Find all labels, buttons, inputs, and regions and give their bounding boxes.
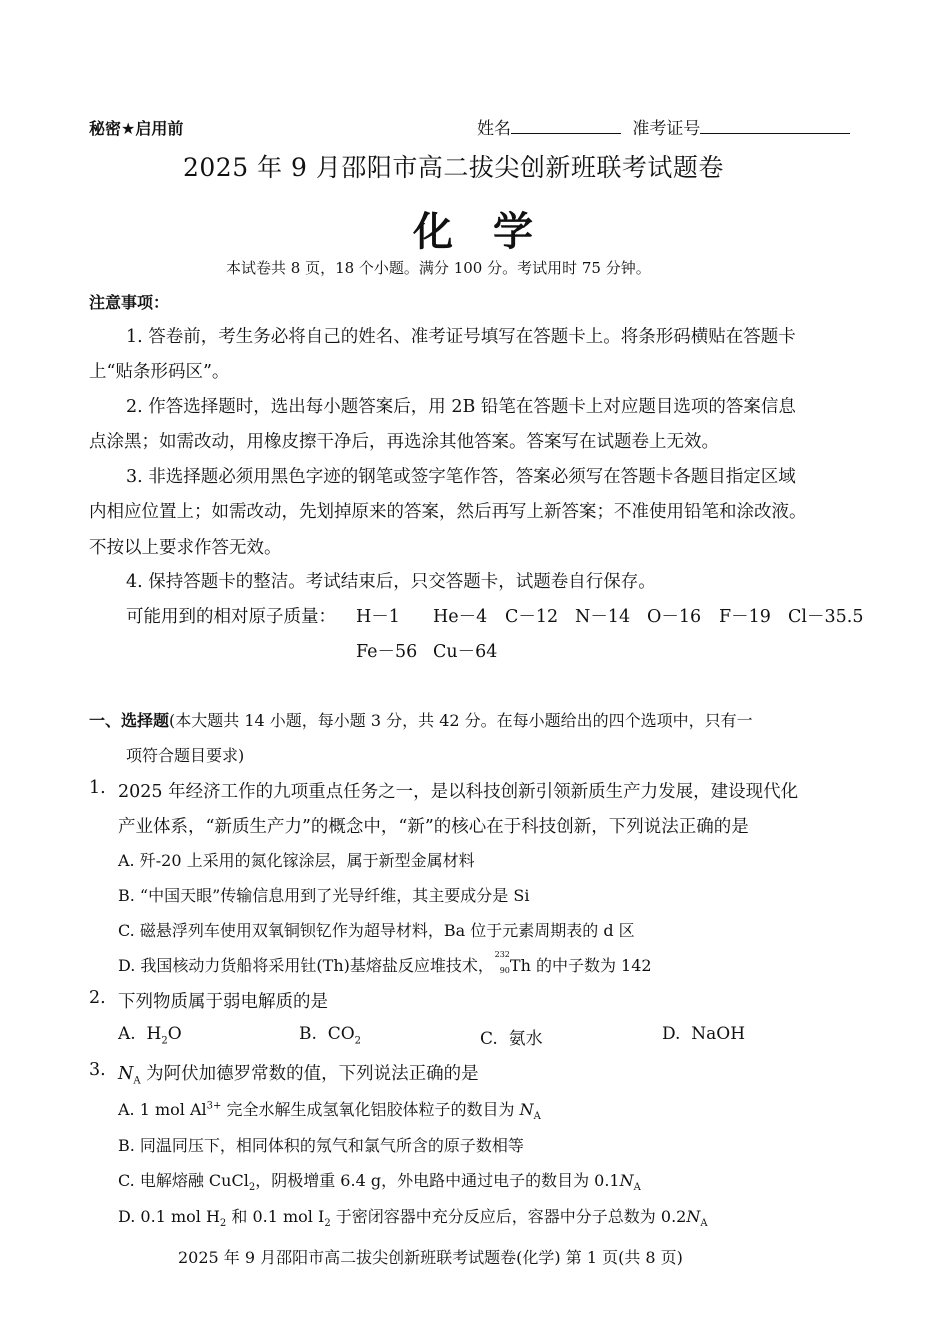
section1-desc1: (本大题共 14 小题，每小题 3 分，共 42 分。在每小题给出的四个选项中，只有一 [169,711,753,730]
q1-stem-line1: 2025 年经济工作的九项重点任务之一，是以科技创新引领新质生产力发展，建设现代化 [118,782,799,802]
q3-option-d[interactable] [118,1204,708,1230]
atomic-He: He－4 [433,607,488,627]
section1-desc2: 项符合题目要求) [126,746,245,765]
atomic-Cu: Cu－64 [433,642,498,662]
q3-a-sup: 3+ [206,1100,222,1112]
atomic-Cl: Cl－35.5 [788,607,864,627]
exam-title: 2025 年 9 月邵阳市高二拔尖创新班联考试题卷 [183,153,724,182]
q2-a-sub: 2 [161,1035,168,1047]
q3-a-pre: A. 1 mol Al [118,1100,207,1119]
q2-option-d[interactable] [662,1024,745,1044]
q3-d-na-sub: A [700,1218,708,1230]
name-label: 姓名 [477,119,511,139]
q3-d-sub1: 2 [219,1218,227,1230]
q3-c-na-sub: A [633,1182,641,1194]
atomic-C: C－12 [505,607,559,627]
atomic-N: N－14 [575,607,631,627]
q2-a-label: A. [118,1024,136,1044]
atomic-F: F－19 [719,607,771,627]
q1-option-d-post: Th 的中子数为 142 [509,956,652,975]
atomic-H: H－1 [356,607,400,627]
notice-1-line2: 上“贴条形码区”。 [89,362,230,382]
isotope-notation [494,950,510,975]
q3-option-c[interactable] [118,1168,641,1194]
q3-d-mid: 和 0.1 mol I [226,1207,325,1226]
notice-1-line1: 1. 答卷前，考生务必将自己的姓名、准考证号填写在答题卡上。将条形码横贴在答题卡 [126,327,796,347]
id-blank[interactable] [700,117,850,134]
q2-d-label: D. [662,1024,681,1044]
secret-label: 秘密★启用前 [89,119,184,138]
q2-number: 2. [89,988,106,1008]
notice-2-line2: 点涂黑；如需改动，用橡皮擦干净后，再选涂其他答案。答案写在试题卷上无效。 [89,432,719,452]
page-footer: 2025 年 9 月邵阳市高二拔尖创新班联考试题卷(化学) 第 1 页(共 8 页) [178,1248,683,1267]
q1-option-b[interactable]: B. “中国天眼”传输信息用到了光导纤维，其主要成分是 Si [118,886,530,905]
q3-number: 3. [89,1060,106,1080]
q3-d-sub2: 2 [324,1218,331,1230]
mass-number: 232 [494,950,510,959]
q1-number: 1. [89,778,106,798]
notice-4-line1: 4. 保持答题卡的整洁。考试结束后，只交答题卡，试题卷自行保存。 [126,572,656,592]
section1-heading-line [89,708,753,731]
q2-b-label: B. [299,1024,317,1044]
q1-option-d[interactable] [118,950,652,976]
notice-2-line1: 2. 作答选择题时，选出每小题答案后，用 2B 铅笔在答题卡上对应题目选项的答案信息 [126,397,796,417]
q3-stem-text: 为阿伏加德罗常数的值，下列说法正确的是 [140,1064,479,1084]
q3-c-sub: 2 [248,1182,256,1194]
q2-option-a[interactable] [118,1024,182,1047]
q2-a-text: H [146,1024,162,1044]
notice-3-line3: 不按以上要求作答无效。 [89,538,282,558]
q2-b-sub: 2 [354,1035,362,1047]
id-label: 准考证号 [632,119,701,139]
q3-a-na: N [519,1100,534,1119]
subject-title: 化学 [413,209,573,255]
q1-option-a[interactable]: A. 歼-20 上采用的氮化镓涂层，属于新型金属材料 [118,851,475,870]
name-field[interactable] [477,114,850,139]
q3-option-b[interactable]: B. 同温同压下，相同体积的氖气和氯气所含的原子数相等 [118,1136,524,1155]
q2-c-text: 氨水 [508,1029,543,1049]
atomic-number: 90 [499,966,510,975]
q2-option-c[interactable] [480,1024,543,1049]
name-blank[interactable] [511,117,621,134]
section1-heading: 一、选择题 [89,711,170,730]
q3-na-symbol: N [118,1064,134,1084]
q2-b-text: CO [327,1024,355,1044]
q3-c-na: N [619,1171,634,1190]
q3-c-pre: C. 电解熔融 CuCl [118,1171,249,1190]
q2-a-end: O [167,1024,182,1044]
atomic-Fe: Fe－56 [356,642,418,662]
notice-3-line2: 内相应位置上；如需改动，先划掉原来的答案，然后再写上新答案；不准使用铅笔和涂改液。 [89,502,807,522]
q2-option-b[interactable] [299,1024,362,1047]
exam-info: 本试卷共 8 页，18 个小题。满分 100 分。考试用时 75 分钟。 [226,259,651,277]
q1-option-c[interactable]: C. 磁悬浮列车使用双氧铜钡钇作为超导材料，Ba 位于元素周期表的 d 区 [118,921,635,940]
q1-stem-line2: 产业体系，“新质生产力”的概念中，“新”的核心在于科技创新，下列说法正确的是 [118,817,749,837]
q3-stem [118,1060,479,1085]
q3-a-na-sub: A [533,1111,541,1123]
q3-d-mid2: 于密闭容器中充分反应后，容器中分子总数为 0.2 [330,1207,687,1226]
q3-c-mid: ，阴极增重 6.4 g，外电路中通过电子的数目为 0.1 [255,1171,620,1190]
q2-stem: 下列物质属于弱电解质的是 [118,992,328,1012]
atomic-mass-label: 可能用到的相对原子质量： [126,607,336,627]
q2-d-text: NaOH [691,1024,746,1044]
notice-3-line1: 3. 非选择题必须用黑色字迹的钢笔或签字笔作答，答案必须写在答题卡各题目指定区域 [126,467,796,487]
atomic-O: O－16 [647,607,702,627]
q2-c-label: C. [480,1029,498,1049]
q3-d-pre: D. 0.1 mol H [118,1207,220,1226]
q3-option-a[interactable] [118,1097,541,1123]
notice-heading: 注意事项： [89,293,170,312]
q3-d-na: N [686,1207,701,1226]
q3-a-mid: 完全水解生成氢氧化铝胶体粒子的数目为 [221,1100,520,1119]
q3-na-sub: A [133,1075,141,1087]
q1-option-d-pre: D. 我国核动力货船将采用钍(Th)基熔盐反应堆技术， [118,956,494,975]
